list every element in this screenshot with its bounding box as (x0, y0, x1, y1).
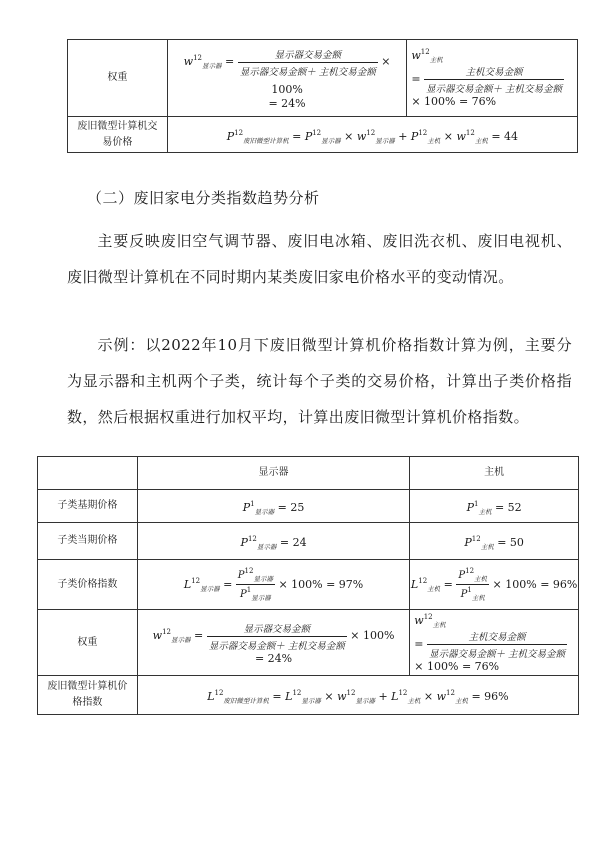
table-row (68, 40, 578, 117)
price-formula: $P^{12}_{废旧微型计算机} = P^{12}_{显示器} \times w^{12}_{显示器} + P^{12}_{主机} \times w^{12}_{主机} = 44$ (226, 128, 519, 145)
table-header-row (38, 457, 579, 490)
times-100: × 100% (271, 55, 391, 96)
symbol: w (183, 55, 194, 68)
subscript: 主机 (429, 56, 443, 64)
symbol: w (411, 49, 421, 62)
header-display: 显示器 (137, 457, 409, 490)
table-row (38, 523, 579, 560)
table-row (38, 490, 579, 523)
result: 44 (504, 129, 519, 143)
base-price-display: $P^1_{显示器} = 25$ (137, 490, 409, 523)
weight-display-formula: $w^{12}_{显示器}$ = $\frac{\text{显示器交易金额}}{\text{显示器交易金额＋ 主机交易金额}}$ × 100% = 24% (168, 55, 407, 110)
overall-index-cell: $L^{12}_{废旧微型计算机} = L^{12}_{显示器} \times w^{12}_{显示器} + L^{12}_{主机} \times w^{12}_{主机} = 96\%$ (137, 676, 578, 715)
price-index-table (37, 456, 579, 715)
weight-display-cell-bottom: $w^{12}_{显示器}$ = $\frac{\text{显示器交易金额}}{\text{显示器交易金额＋ 主机交易金额}}$ × 100% = 24% (137, 610, 409, 676)
table-row (38, 610, 579, 676)
subscript: 显示器 (202, 62, 222, 70)
weight-price-table-top (67, 39, 578, 153)
paragraph-1 (67, 223, 572, 295)
row-label: 权重 (68, 40, 168, 117)
result: = 24% (268, 96, 306, 110)
row-label: 子类价格指数 (38, 560, 138, 610)
times-result: × 100% = 76% (411, 95, 497, 108)
denominator: 显示器交易金额＋ 主机交易金额 (239, 66, 376, 78)
index-host: $L^{12}_{主机}$ = $\frac{P^{12}_{主机}}{P^1_{主机}}$ × 100% = 96% (410, 560, 579, 610)
row-label: 废旧微型计算机交易价格 (68, 117, 168, 153)
weight-host-cell-bottom: $w^{12}_{主机}$ = $\frac{\text{主机交易金额}}{\text{显示器交易金额＋ 主机交易金额}}$ × 100% = 76% (410, 610, 579, 676)
current-price-display: $P^{12}_{显示器} = 24$ (137, 523, 409, 560)
row-label: 权重 (38, 610, 138, 676)
numerator: 显示器交易金额 (238, 47, 378, 63)
row-label: 子类基期价格 (38, 490, 138, 523)
paragraph-1-text: 主要反映废旧空气调节器、废旧电冰箱、废旧洗衣机、废旧电视机、废旧微型计算机在不同时期内某类废旧家电价格水平的变动情况。 (67, 232, 572, 286)
row-label: 子类当期价格 (38, 523, 138, 560)
weight-host-formula: $w^{12}_{主机}$ = $\frac{\text{主机交易金额}}{\text{显示器交易金额＋ 主机交易金额}}$ × 100% = 76% (411, 48, 577, 108)
weight-display-cell (167, 40, 407, 117)
header-empty (38, 457, 138, 490)
superscript: 12 (420, 48, 430, 56)
header-host: 主机 (410, 457, 579, 490)
paragraph-2-text: 示例：以2022年10月下废旧微型计算机价格指数计算为例，主要分为显示器和主机两个子类，统计每个子类的交易价格，计算出子类价格指数，然后根据权重进行加权平均，计算出废旧微型计算机价格指数。 (67, 336, 572, 426)
current-price-host: $P^{12}_{主机} = 50$ (410, 523, 579, 560)
numerator: 主机交易金额 (424, 64, 564, 80)
table-row (68, 117, 578, 153)
price-formula-cell (167, 117, 577, 153)
superscript: 12 (193, 54, 202, 62)
table-row (38, 676, 579, 715)
index-display: $L^{12}_{显示器}$ = $\frac{P^{12}_{显示器}}{P^1_{显示器}}$ × 100% = 97% (137, 560, 409, 610)
section-heading: （二）废旧家电分类指数趋势分析 (87, 189, 320, 207)
base-price-host: $P^1_{主机} = 52$ (410, 490, 579, 523)
paragraph-2 (67, 327, 572, 435)
row-label: 废旧微型计算机价格指数 (38, 676, 138, 715)
weight-host-cell (407, 40, 578, 117)
denominator: 显示器交易金额＋ 主机交易金额 (426, 84, 563, 95)
fraction (424, 64, 564, 95)
fraction (238, 47, 378, 78)
table-row (38, 560, 579, 610)
